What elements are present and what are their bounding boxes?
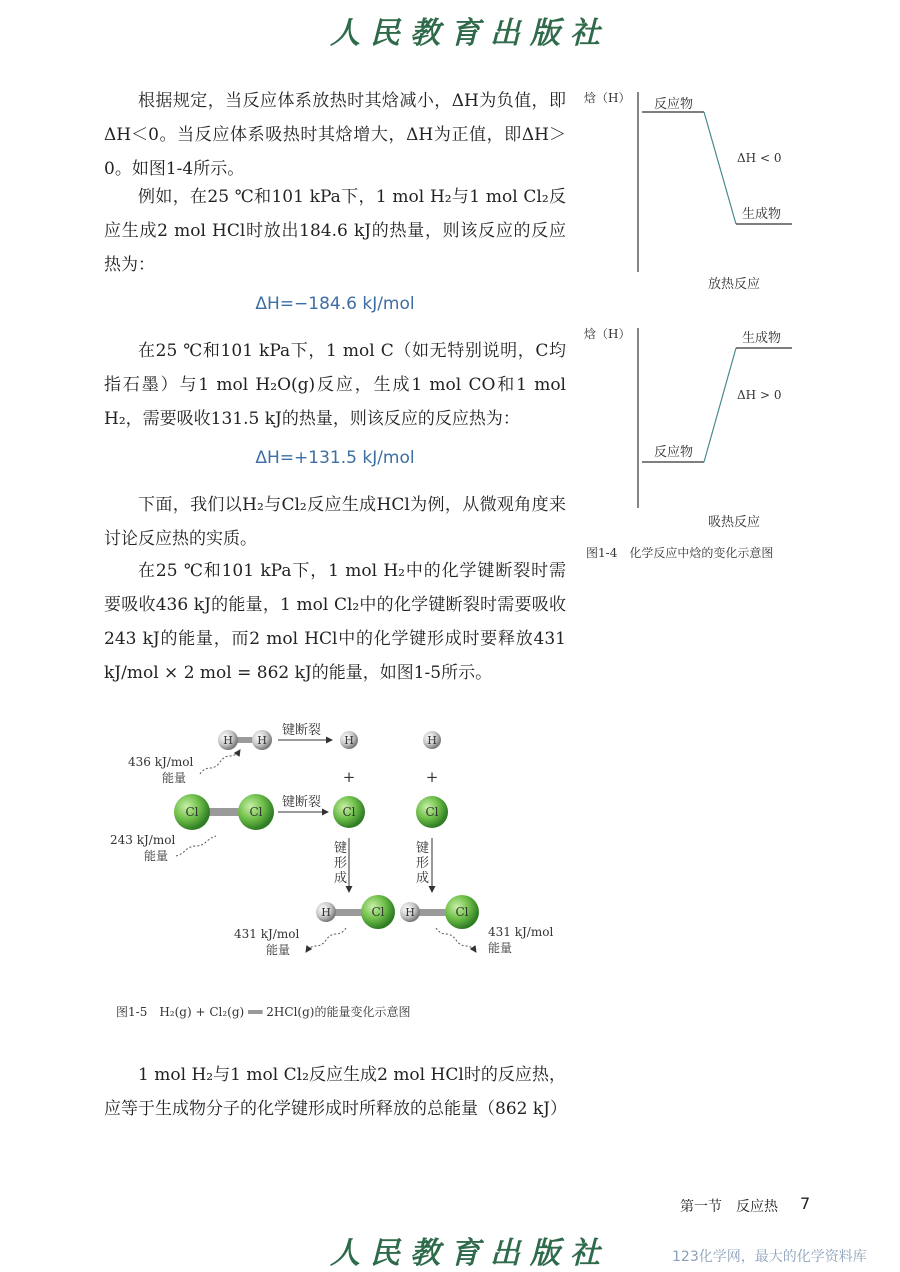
equation-1: ΔH=−184.6 kJ/mol: [255, 294, 415, 314]
fig14-top-axis-label: 焓（H）: [584, 91, 631, 105]
fig14-bottom-slope: [704, 348, 736, 462]
fig14-bottom-axis-label: 焓（H）: [584, 327, 631, 341]
energy-436-word: 能量: [162, 771, 187, 785]
form-char: 成: [416, 871, 430, 886]
h-atom-label: H: [405, 906, 415, 919]
plus-sign: +: [342, 768, 356, 786]
paragraph-2: 例如，在25 ℃和101 kPa下，1 mol H₂与1 mol Cl₂反应生成2 mol HCl时放出184.6 kJ的热量，则该反应的反应热为：: [104, 187, 566, 275]
energy-431-wave-left: [306, 928, 346, 952]
energy-431-label-left: 431 kJ/mol: [234, 927, 300, 941]
fig15-caption: 图1-5 H₂(g) + Cl₂(g) ══ 2HCl(g)的能量变化示意图: [116, 1005, 411, 1019]
fig14-top-title: 放热反应: [708, 277, 761, 292]
footer-section-title: 第一节 反应热: [680, 1199, 778, 1215]
paragraph-3: 在25 ℃和101 kPa下，1 mol C（如无特别说明，C均指石墨）与1 mol H₂O(g)反应，生成1 mol CO和1 mol H₂，需要吸收131.5 kJ的热量，则该反应的反应热为：: [104, 341, 566, 429]
fig14-top-reactant: 反应物: [654, 97, 694, 112]
fig14-bottom-title: 吸热反应: [708, 515, 761, 530]
fig14-bottom-product: 生成物: [742, 331, 782, 346]
energy-431-wave-right: [436, 928, 476, 952]
cl-atom-label: Cl: [425, 805, 439, 819]
paragraph-6: 1 mol H₂与1 mol Cl₂反应生成2 mol HCl时的反应热，应等于生成物分子的化学键形成时所释放的总能量（862 kJ）: [104, 1065, 567, 1119]
paragraph-1: 根据规定，当反应体系放热时其焓减小，ΔH为负值，即ΔH＜0。当反应体系吸热时其焓增大，ΔH为正值，即ΔH＞0。如图1-4所示。: [104, 91, 566, 179]
form-char: 形: [334, 856, 348, 871]
h-atom-label: H: [257, 734, 267, 747]
paragraph-4: 下面，我们以H₂与Cl₂反应生成HCl为例，从微观角度来讨论反应热的实质。: [104, 495, 566, 549]
fig14-caption: 图1-4 化学反应中焓的变化示意图: [586, 546, 774, 560]
fig14-top-product: 生成物: [742, 207, 782, 222]
equation-2: ΔH=+131.5 kJ/mol: [255, 448, 415, 468]
cl-atom-label: Cl: [455, 905, 469, 919]
paragraph-5: 在25 ℃和101 kPa下，1 mol H₂中的化学键断裂时需要吸收436 kJ的能量，1 mol Cl₂中的化学键断裂时需要吸收243 kJ的能量，而2 mol HCl中的化学键形成时要释放431 kJ/mol × 2 mol = 862 kJ的能量，如图1-5所示。: [104, 561, 566, 683]
h-atom-label: H: [223, 734, 233, 747]
energy-431-word-left: 能量: [266, 943, 291, 957]
energy-436-wave: [200, 750, 240, 774]
watermark-text: 123化学网，最大的化学资料库: [672, 1249, 867, 1265]
cl-atom-label: Cl: [249, 805, 263, 819]
h-atom-label: H: [344, 734, 354, 747]
fig14-bottom-reactant: 反应物: [654, 445, 694, 460]
h-atom-label: H: [427, 734, 437, 747]
footer-logo: 人民教育出版社: [330, 1236, 610, 1271]
figure-1-5: [100, 716, 570, 1026]
cl2-break-label: 键断裂: [282, 795, 322, 810]
form-char: 形: [416, 856, 430, 871]
energy-243-word: 能量: [144, 849, 169, 863]
h-atom-label: H: [321, 906, 331, 919]
form-char: 键: [416, 841, 430, 856]
fig14-bottom-delta: ΔH > 0: [737, 388, 782, 402]
cl-atom-label: Cl: [371, 905, 385, 919]
form-char: 键: [334, 841, 348, 856]
plus-sign: +: [425, 768, 439, 786]
form-label-left: [334, 840, 347, 886]
page-number: 7: [800, 1194, 811, 1213]
energy-243-label: 243 kJ/mol: [110, 833, 176, 847]
form-label-right: [416, 840, 429, 886]
header-logo: 人民教育出版社: [330, 16, 610, 51]
h2-break-label: 键断裂: [282, 723, 322, 738]
fig14-top-delta: ΔH < 0: [737, 151, 782, 165]
form-char: 成: [334, 871, 348, 886]
cl-atom-label: Cl: [185, 805, 199, 819]
energy-243-wave: [176, 836, 216, 856]
energy-431-label-right: 431 kJ/mol: [488, 925, 554, 939]
energy-436-label: 436 kJ/mol: [128, 755, 194, 769]
figure-1-4: [582, 84, 812, 574]
cl-atom-label: Cl: [342, 805, 356, 819]
energy-431-word-right: 能量: [488, 941, 513, 955]
fig14-top-slope: [704, 112, 736, 224]
